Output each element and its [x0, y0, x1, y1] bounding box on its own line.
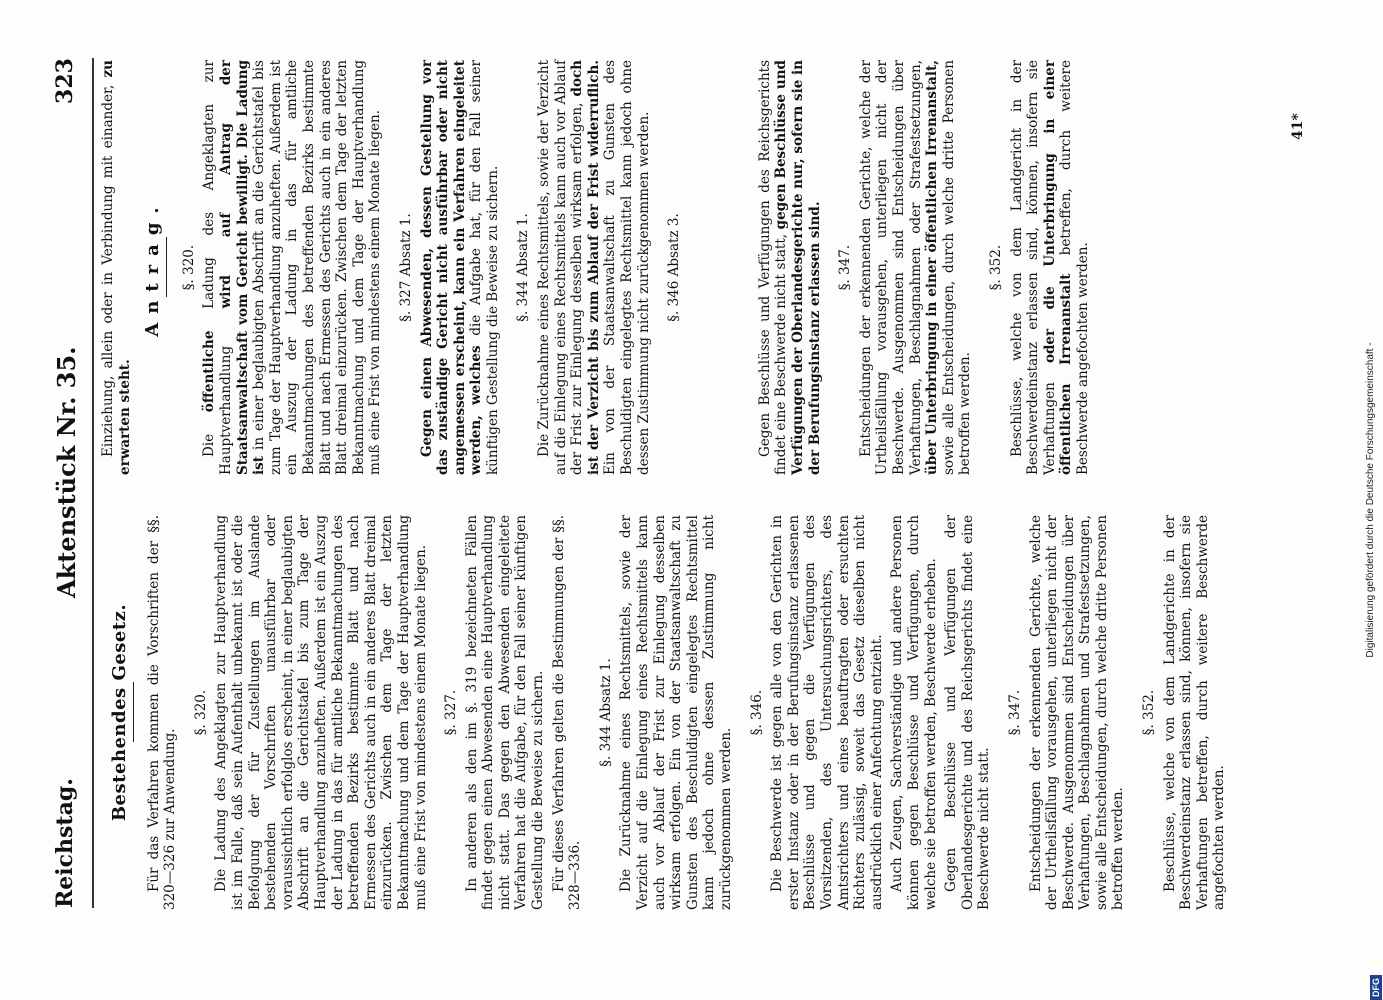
digitization-text: Digitalisierung gefördert durch die Deutsche Forschungsgemeinschaft -: [1365, 342, 1376, 658]
text-run: die Aufgabe hat, für den Fall seiner künftigen Gestellung die Beweise zu sichern.: [468, 60, 501, 475]
text-run-bold: Die Ladung ist: [234, 59, 268, 475]
text-run: Die: [201, 433, 218, 457]
text-run-bold: über Unterbringung in einer öffentlichen Irrenanstalt,: [924, 60, 941, 475]
title-rule: [166, 238, 167, 298]
section-text: Entscheidungen der erkennenden Gerichte, welche der Urtheilsfällung vorausgehen, unterliegen nicht der Beschwerde. Ausgenommen sind Entscheidungen über Verhaftungen, Beschlagnahmen und Strafestsetzungen, sowie alle Entscheidungen, durch welche dritte Personen betroffen werden.: [1027, 515, 1127, 910]
text-run: Beschlüsse, welche von dem Landgericht in der Beschwerdeinstanz erlassen sind, können, insofern sie Verhaftungen: [1008, 60, 1058, 475]
dfg-logo-icon: DFG: [1370, 975, 1382, 1000]
right-intro-bold: zu erwarten steht.: [100, 60, 133, 475]
text-run-bold: doch ist der Verzicht bis zum Ablauf der Frist widerruflich.: [569, 60, 602, 475]
section-text: Für dieses Verfahren gelten die Bestimmungen der §§. 328—336.: [550, 515, 584, 910]
text-run-bold: gegen Beschlüsse und Verfügungen der Oberlandesgerichte nur, sofern sie in der Berufungsinstanz erlassen sind.: [773, 60, 823, 475]
section-text: Gegen Beschlüsse und Verfügungen der Oberlandesgerichte und des Reichsgerichts findet eine Beschwerde nicht statt.: [943, 515, 993, 910]
page-header: [52, 58, 92, 908]
text-run-bold: oder die Unterbringung in einer öffentlichen Irrenanstalt: [1041, 59, 1075, 475]
section-text: [201, 60, 384, 475]
right-intro-text: Einziehung, allein oder in Verbindung mit einander,: [100, 84, 116, 457]
section-text: Auch Zeugen, Sachverständige und andere Personen können gegen Beschlüsse und Verfügungen, durch welche sie betroffen werden, Beschwerde erheben.: [889, 515, 939, 910]
text-run-bold: öffentliche: [201, 330, 218, 413]
section-text: Beschlüsse, welche von dem Landgerichte in der Beschwerdeinstanz erlassen sind, können, insofern sie Verhaftungen betreffen, durch weitere Beschwerde angefochten werden.: [1161, 515, 1228, 910]
left-column: [100, 515, 1232, 910]
text-run: sowie alle Entscheidungen, durch welche dritte Personen betroffen werden.: [940, 60, 974, 475]
header-rule: [92, 58, 94, 908]
section-text: [419, 60, 502, 475]
section-heading: §. 346.: [748, 689, 765, 736]
right-column-title: Antrag.: [142, 198, 164, 337]
section-text: In anderen als den im §. 319 bezeichneten Fällen findet gegen einen Abwesenden eine Hauptverhandlung nicht statt. Das gegen den Abwesenden eingeleitete Verfahren hat die Aufgabe, für den Fall seiner künftigen Gestellung die Beweise zu sichern.: [463, 515, 547, 910]
section-heading: §. 346 Absatz 3.: [666, 213, 683, 322]
section-heading: §. 344 Absatz 1.: [515, 213, 532, 322]
right-column: [100, 60, 1096, 475]
text-run: Ein von der Staatsanwaltschaft zu Gunsten des Beschuldigten eingelegtes Rechtsmittel kann jedoch ohne dessen Zustimmung nicht zurückgenommen werden.: [602, 60, 652, 475]
text-run: in einer beglaubigten Abschrift an die Gerichtstafel bis zum Tage der Hauptverhandlung anzuheften. Außerdem ist ein Auszug der Ladung in das für amtliche Bekanntmachungen des betreffenden Bezirks bestimmte Blatt und nach Ermessen des Gerichts auch in ein anderes Blatt dreimal einzurücken. Zwischen dem Tage der letzten Bekanntmachung und dem Tage der Hauptverhandlung muß eine Frist von mindestens einem Monate liegen.: [251, 60, 384, 475]
text-run: Die Zurücknahme eines Rechtsmittels, sowie der Verzicht auf die Einlegung eines Rechtsmittels kann auch vor Ablauf der Frist zur Einlegung desselben wirksam erfolgen,: [536, 60, 586, 475]
header-left: Reichstag.: [52, 778, 78, 908]
section-text: Die Beschwerde ist gegen alle von den Gerichten in erster Instanz oder in der Berufungsinstanz erlassenen Beschlüsse und gegen die Verfügungen des Vorsitzenden, des Untersuchungsrichters, des Amtsrichters und eines beauftragten oder ersuchten Richters zulässig, soweit das Gesetz dieselben nicht ausdrücklich einer Anfechtung entzieht.: [769, 515, 885, 910]
section-heading: §. 352.: [1141, 689, 1158, 736]
text-run: Ladung des Angeklagten zur Hauptverhandlung: [201, 60, 234, 475]
title-rule: [133, 683, 134, 743]
left-column-title: Bestehendes Gesetz.: [109, 603, 130, 822]
right-intro: [100, 60, 133, 475]
text-run: betreffen, durch weitere Beschwerde angefochten werden.: [1058, 60, 1091, 475]
section-heading: §. 327.: [443, 689, 460, 736]
spacer: [687, 60, 757, 475]
text-run: Entscheidungen der erkennenden Gerichte, welche der Urtheilsfällung vorausgehen, unterliegen nicht der Beschwerde. Ausgenommen sind Entscheidungen über Verhaftungen, Beschlagnahmen oder Strafestsetzungen,: [857, 60, 924, 475]
section-heading: §. 327 Absatz 1.: [397, 213, 414, 322]
text-run-bold: Gegen einen Abwesenden, dessen Gestellung vor das zuständige Gericht nicht ausführbar oder nicht angemessen erscheint, kann ein Verfahren eingeleitet werden, welches: [418, 60, 485, 475]
section-text: [858, 60, 974, 475]
signature-mark: 41*: [1290, 113, 1306, 140]
section-text: [1009, 60, 1092, 475]
section-heading: §. 352.: [987, 244, 1004, 291]
section-text: [536, 60, 652, 475]
page-number: 323: [52, 58, 78, 104]
section-text: Die Ladung des Angeklagten zur Hauptverhandlung ist im Falle, daß sein Aufenthalt unbekannt ist oder die Befolgung der für Zustellungen im Auslande bestehenden Vorschriften unausführbar oder voraussichtlich erfolglos erscheint, in einer beglaubigten Abschrift an die Gerichtstafel bis zum Tage der Hauptverhandlung anzuheften. Außerdem ist ein Auszug der Ladung in das für amtliche Bekanntmachungen des betreffenden Bezirks bestimmte Blatt und nach Ermessen des Gerichts auch in ein anderes Blatt dreimal einzurücken. Zwischen dem Tage der letzten Bekanntmachung und dem Tage der Hauptverhandlung muß eine Frist von mindestens einem Monate liegen.: [213, 515, 429, 910]
section-heading: §. 347.: [837, 244, 854, 291]
section-text: [757, 60, 823, 475]
header-center: Aktenstück Nr. 35.: [52, 346, 81, 598]
section-text: Die Zurücknahme eines Rechtsmittels, sowie der Verzicht auf die Einlegung eines Rechtsmittels kann auch vor Ablauf der Frist zur Einlegung desselben wirksam erfolgen. Ein von der Staatsanwaltschaft zu Gunsten des Beschuldigten eingelegtes Rechtsmittel kann jedoch ohne dessen Zustimmung nicht zurückgenommen werden.: [618, 515, 734, 910]
section-heading: §. 320.: [192, 689, 209, 736]
section-heading: §. 320.: [180, 244, 197, 291]
section-heading: §. 344 Absatz 1.: [597, 658, 614, 767]
text-run: Gegen Beschlüsse und Verfügungen des Reichsgerichts findet eine Beschwerde nicht statt,: [756, 60, 790, 475]
text-run-bold: wird auf Antrag der Staatsanwaltschaft vom Gericht bewilligt.: [217, 60, 251, 475]
left-intro: Für das Verfahren kommen die Vorschriften der §§. 320—326 zur Anwendung.: [145, 515, 179, 910]
section-heading: §. 347.: [1006, 689, 1023, 736]
